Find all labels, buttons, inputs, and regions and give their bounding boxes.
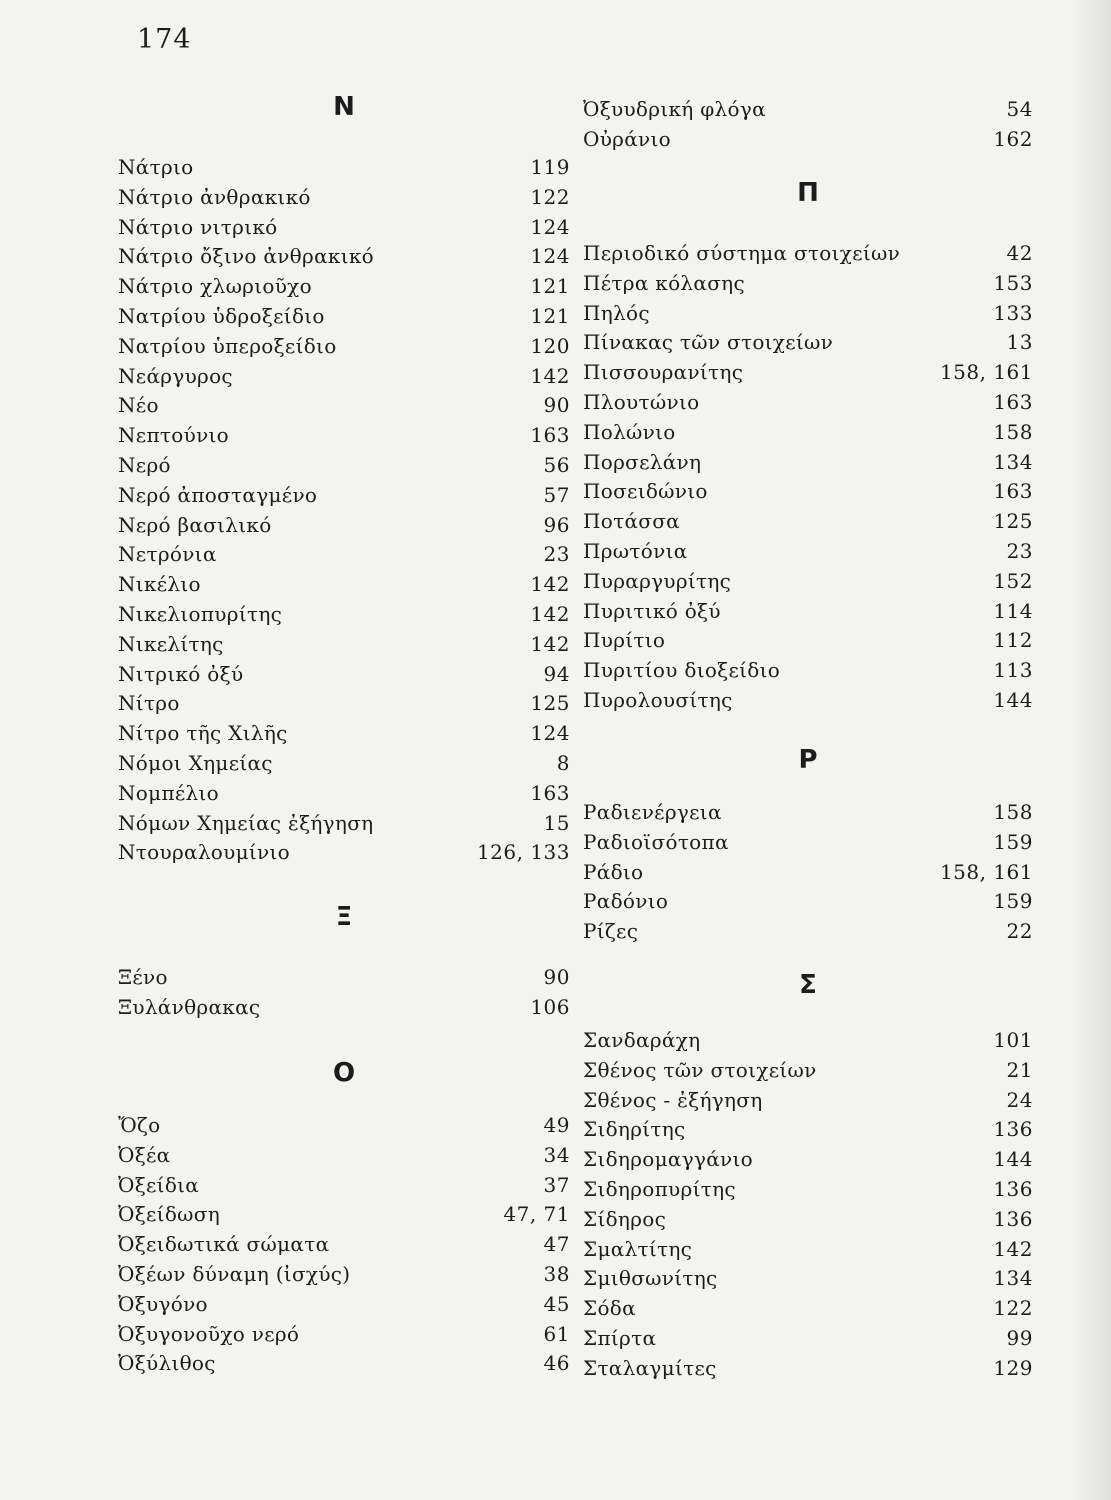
index-term: Σόδα [583, 1296, 636, 1321]
index-term: Νομπέλιο [118, 780, 220, 805]
index-page-ref: 22 [1006, 919, 1033, 944]
index-page-ref: 125 [530, 691, 570, 716]
index-entry [583, 916, 1033, 946]
index-entry [583, 1085, 1033, 1115]
index-term: Σίδηρος [583, 1206, 667, 1231]
index-entry [583, 1025, 1033, 1055]
index-page-ref: 158 [993, 800, 1033, 824]
index-entry [118, 1140, 570, 1170]
index-entry [118, 361, 570, 391]
index-page-ref: 114 [993, 598, 1033, 623]
index-term: Ὀξυγόνο [118, 1291, 208, 1316]
index-page-ref: 142 [530, 631, 570, 656]
index-entry [583, 268, 1033, 298]
index-term: Οὐράνιο [583, 126, 671, 151]
index-term: Νάτριο χλωριοῦχο [118, 274, 312, 299]
index-entry [118, 480, 570, 510]
index-page-ref: 144 [993, 688, 1033, 712]
index-term: Πυριτικό ὀξύ [583, 598, 721, 623]
index-entry [118, 837, 570, 867]
index-term: Σμαλτίτης [583, 1236, 693, 1261]
index-entry [118, 992, 570, 1022]
index-entry [118, 212, 570, 242]
index-entry [118, 748, 570, 778]
index-entry [583, 536, 1033, 566]
index-page-ref: 24 [1006, 1087, 1033, 1112]
index-page-ref: 159 [993, 889, 1033, 914]
index-entry [118, 510, 570, 540]
index-entry [583, 298, 1033, 328]
index-term: Νικελιοπυρίτης [118, 602, 283, 626]
index-term: Πυραργυρίτης [583, 568, 732, 593]
index-page-ref: 126, 133 [476, 840, 570, 865]
index-page-ref: 142 [530, 572, 570, 597]
index-page-ref: 121 [530, 304, 570, 328]
index-term: Νερό [118, 453, 171, 477]
index-term: Ὀξύλιθος [118, 1351, 216, 1376]
index-page-ref: 113 [993, 658, 1033, 683]
index-entry [583, 1263, 1033, 1293]
index-entry [583, 1114, 1033, 1144]
index-page-ref: 119 [530, 155, 570, 179]
index-entry [583, 685, 1033, 715]
index-page-ref: 124 [530, 721, 570, 746]
index-term: Πέτρα κόλασης [583, 270, 745, 295]
index-term: Ὀξυυδρική φλόγα [583, 97, 766, 121]
index-term: Νάτριο [118, 155, 194, 179]
index-page-ref: 124 [530, 214, 570, 239]
index-term: Νόμοι Χημείας [118, 751, 273, 775]
index-term: Πρωτόνια [583, 539, 688, 563]
section-letter-heading: Ο [332, 1058, 356, 1088]
index-entry [118, 688, 570, 718]
index-page-ref: 122 [530, 184, 570, 209]
index-term: Νάτριο ὄξινο ἀνθρακικό [118, 244, 374, 269]
index-page-ref: 142 [530, 363, 570, 388]
index-entry [583, 1055, 1033, 1085]
index-page-ref: 163 [530, 780, 570, 805]
index-term: Σιδηρομαγγάνιο [583, 1147, 753, 1172]
index-entry [583, 857, 1033, 887]
index-term: Σταλαγμίτες [583, 1355, 717, 1380]
index-page-ref: 46 [543, 1351, 570, 1376]
index-term: Πυρολουσίτης [583, 688, 733, 712]
index-entry [118, 1319, 570, 1349]
index-page-ref: 120 [530, 333, 570, 358]
index-page-ref: 136 [993, 1177, 1033, 1201]
index-term: Ποτάσσα [583, 509, 680, 534]
index-term: Περιοδικό σύστημα στοιχείων [583, 241, 901, 265]
index-entry [118, 1259, 570, 1289]
index-page-ref: 152 [993, 568, 1033, 593]
index-page-ref: 163 [993, 390, 1033, 414]
index-page-ref: 57 [543, 482, 570, 507]
index-entry [118, 1170, 570, 1200]
index-term: Σιδηροπυρίτης [583, 1177, 736, 1201]
index-page-ref: 163 [993, 479, 1033, 504]
index-page-ref: 8 [556, 751, 570, 775]
index-entry [583, 1204, 1033, 1234]
index-term: Σμιθσωνίτης [583, 1266, 718, 1291]
index-entry [583, 827, 1033, 857]
index-term: Πίνακας τῶν στοιχείων [583, 330, 834, 355]
index-page-ref: 121 [530, 274, 570, 299]
index-entry [583, 1234, 1033, 1264]
index-page-ref: 129 [993, 1355, 1033, 1380]
index-term: Ρίζες [583, 919, 639, 944]
index-page-ref: 49 [543, 1113, 570, 1137]
index-entry [118, 271, 570, 301]
index-term: Σθένος τῶν στοιχείων [583, 1057, 817, 1082]
page-edge-shadow [1071, 0, 1111, 1500]
index-entry [583, 94, 1033, 124]
index-page-ref: 90 [543, 965, 570, 989]
index-entry [583, 655, 1033, 685]
index-term: Πυρίτιο [583, 628, 666, 653]
index-term: Νάτριο νιτρικό [118, 214, 278, 239]
index-term: Πυριτίου διοξείδιο [583, 658, 781, 683]
index-page-ref: 34 [543, 1142, 570, 1167]
index-term: Ξένο [118, 965, 168, 989]
index-page-ref: 56 [543, 453, 570, 477]
index-page-ref: 122 [993, 1296, 1033, 1321]
index-page-ref: 134 [993, 1266, 1033, 1291]
index-page-ref: 106 [530, 994, 570, 1019]
index-page-ref: 158, 161 [939, 360, 1033, 385]
index-entry [118, 1289, 570, 1319]
index-term: Νετρόνια [118, 542, 217, 567]
index-entry [118, 1348, 570, 1378]
index-page-ref: 13 [1006, 330, 1033, 355]
section-letter-heading: Ξ [335, 902, 353, 932]
index-page-ref: 61 [543, 1321, 570, 1346]
index-page-ref: 112 [993, 628, 1033, 653]
index-page-ref: 99 [1006, 1326, 1033, 1350]
index-term: Ραδιοϊσότοπα [583, 829, 729, 854]
index-entry [118, 569, 570, 599]
index-term: Νεάργυρος [118, 363, 233, 388]
index-page-ref: 134 [993, 449, 1033, 474]
index-term: Νεπτούνιο [118, 423, 230, 448]
index-entry [118, 539, 570, 569]
index-page-ref: 45 [543, 1291, 570, 1316]
index-page-ref: 159 [993, 829, 1033, 854]
index-page-ref: 54 [1006, 97, 1033, 121]
index-term: Σθένος - ἐξήγηση [583, 1087, 763, 1112]
index-entry [118, 629, 570, 659]
index-page-ref: 47 [543, 1232, 570, 1257]
index-term: Ὀξειδωτικά σώματα [118, 1232, 330, 1257]
index-entry [118, 301, 570, 331]
index-entry [583, 886, 1033, 916]
index-entry [583, 476, 1033, 506]
index-term: Ξυλάνθρακας [118, 994, 261, 1019]
index-entry [118, 599, 570, 629]
index-entry [583, 357, 1033, 387]
index-term: Νόμων Χημείας ἐξήγηση [118, 810, 374, 835]
index-page-ref: 15 [543, 810, 570, 835]
index-entry [583, 387, 1033, 417]
index-entry [583, 1353, 1033, 1383]
index-term: Νάτριο ἀνθρακικό [118, 184, 311, 209]
index-term: Νικελίτης [118, 631, 224, 656]
index-entry [118, 241, 570, 271]
index-term: Νικέλιο [118, 572, 201, 597]
index-term: Ὀξέα [118, 1142, 171, 1167]
index-entry [118, 182, 570, 212]
index-entry [583, 625, 1033, 655]
index-page-ref: 133 [993, 300, 1033, 325]
index-entry [583, 238, 1033, 268]
index-entry [583, 327, 1033, 357]
index-term: Ράδιο [583, 859, 644, 884]
index-term: Σανδαράχη [583, 1028, 701, 1052]
index-entry [118, 152, 570, 182]
index-entry [118, 962, 570, 992]
index-page-ref: 90 [543, 393, 570, 418]
index-page-ref: 96 [543, 512, 570, 537]
index-page-ref: 144 [993, 1147, 1033, 1172]
index-term: Πολώνιο [583, 419, 676, 444]
index-page-ref: 158, 161 [939, 859, 1033, 884]
index-page-ref: 136 [993, 1117, 1033, 1142]
index-term: Πορσελάνη [583, 449, 702, 474]
index-term: Ντουραλουμίνιο [118, 840, 290, 865]
index-term: Νατρίου ὑπεροξείδιο [118, 333, 337, 358]
index-page-ref: 47, 71 [503, 1202, 570, 1227]
index-entry [118, 420, 570, 450]
index-page-ref: 142 [993, 1236, 1033, 1261]
index-page-ref: 23 [543, 542, 570, 567]
section-letter-heading: Π [797, 178, 819, 208]
index-entry [118, 450, 570, 480]
index-page-ref: 153 [993, 270, 1033, 295]
index-entry [583, 566, 1033, 596]
index-entry [583, 596, 1033, 626]
index-term: Πλουτώνιο [583, 390, 700, 414]
index-page-ref: 37 [543, 1172, 570, 1197]
index-term: Νερό ἀποσταγμένο [118, 482, 318, 507]
index-page-ref: 21 [1006, 1057, 1033, 1082]
index-term: Σιδηρίτης [583, 1117, 686, 1142]
section-letter-heading: Ν [333, 92, 355, 122]
index-term: Ὄζο [118, 1113, 161, 1137]
index-page-ref: 125 [993, 509, 1033, 534]
index-page-ref: 158 [993, 419, 1033, 444]
index-term: Ραδόνιο [583, 889, 669, 914]
index-entry [118, 1110, 570, 1140]
index-term: Ὀξυγονοῦχο νερό [118, 1321, 300, 1346]
index-entry [118, 1199, 570, 1229]
index-term: Ὀξείδια [118, 1172, 200, 1197]
index-term: Νίτρο [118, 691, 180, 716]
index-page-ref: 42 [1006, 241, 1033, 265]
index-term: Ποσειδώνιο [583, 479, 708, 504]
index-entry [583, 1174, 1033, 1204]
index-term: Πισσουρανίτης [583, 360, 744, 385]
index-term: Ὀξέων δύναμη (ἰσχύς) [118, 1262, 351, 1286]
index-term: Πηλός [583, 300, 650, 325]
index-entry [583, 797, 1033, 827]
index-page-ref: 101 [993, 1028, 1033, 1052]
index-entry [583, 1293, 1033, 1323]
index-entry [118, 718, 570, 748]
index-term: Ραδιενέργεια [583, 800, 722, 824]
index-entry [583, 506, 1033, 536]
index-page-ref: 23 [1006, 539, 1033, 563]
index-term: Νατρίου ὑδροξείδιο [118, 304, 325, 328]
index-page-ref: 94 [543, 661, 570, 686]
index-entry [583, 1323, 1033, 1353]
section-letter-heading: Ρ [798, 745, 818, 775]
index-page-ref: 136 [993, 1206, 1033, 1231]
index-page-ref: 163 [530, 423, 570, 448]
index-page-ref: 142 [530, 602, 570, 626]
index-entry [118, 1229, 570, 1259]
page-number: 174 [137, 24, 192, 55]
index-page-ref: 162 [993, 126, 1033, 151]
index-entry [118, 331, 570, 361]
index-term: Νιτρικό ὀξύ [118, 661, 244, 686]
index-entry [118, 808, 570, 838]
index-term: Νέο [118, 393, 159, 418]
index-entry [583, 1144, 1033, 1174]
index-term: Νίτρο τῆς Χιλῆς [118, 721, 288, 746]
index-entry [118, 659, 570, 689]
index-term: Σπίρτα [583, 1326, 657, 1350]
section-letter-heading: Σ [799, 970, 817, 1000]
index-term: Ὀξείδωση [118, 1202, 220, 1227]
index-entry [118, 778, 570, 808]
index-entry [118, 390, 570, 420]
index-entry [583, 124, 1033, 154]
index-entry [583, 447, 1033, 477]
index-page-ref: 124 [530, 244, 570, 269]
index-term: Νερό βασιλικό [118, 512, 272, 537]
index-entry [583, 417, 1033, 447]
index-page-ref: 38 [543, 1262, 570, 1286]
